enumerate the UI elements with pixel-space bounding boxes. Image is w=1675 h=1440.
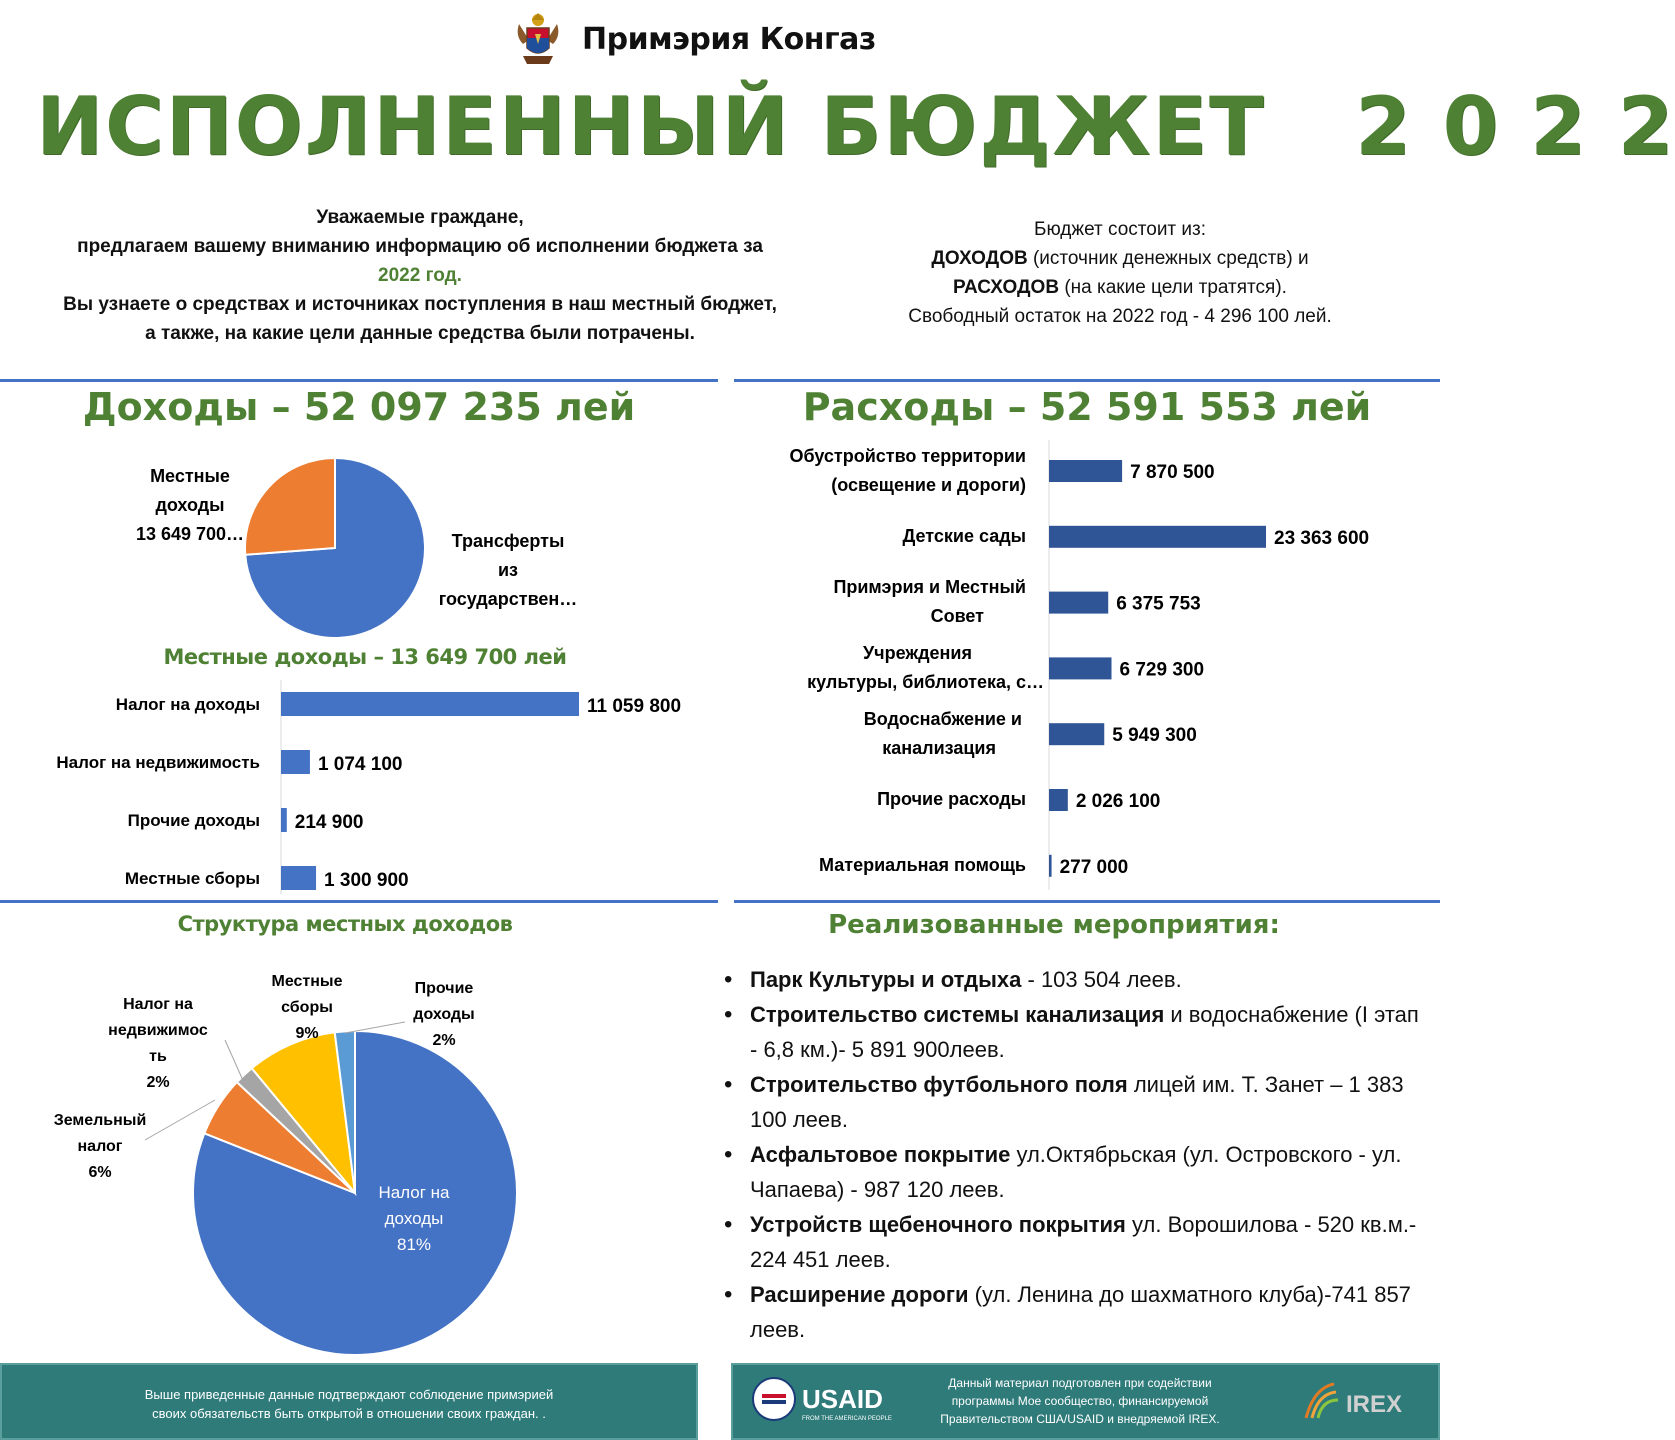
list-item [720,997,1430,1067]
pie-label: 6% [88,1164,112,1181]
intro-left [20,203,820,348]
footer-line: программы Мое сообщество, финансируемой [951,1394,1209,1408]
pie-label: Трансферты [451,531,565,551]
intro-rest: (источник денежных средств) и [1027,248,1309,269]
pie-label: 2% [146,1074,170,1091]
pie-label: 81% [396,1235,432,1254]
structure-pie-chart [0,955,720,1360]
local-income-title: Местные доходы – 13 649 700 лей [163,645,567,669]
bar-value-label: 5 949 300 [1112,725,1197,747]
footer-sponsor-note [905,1374,1255,1428]
divider [734,379,1440,382]
bar-category-label: Местные сборы [124,869,260,888]
footer-statement [0,1385,698,1423]
pie-label: Прочие [414,980,474,997]
bar-category-label: Учреждения [862,643,972,663]
bar-category-label: культуры, библиотека, с… [807,672,1044,692]
income-title: Доходы – 52 097 235 лей [82,385,636,429]
list-item [720,1067,1430,1137]
local-income-bar-chart [0,680,720,895]
usaid-logo [750,1372,900,1430]
intro-rest: (на какие цели тратятся). [1059,277,1287,298]
intro-right [840,215,1400,331]
bar [281,808,287,832]
footer-line: Выше приведенные данные подтверждают соблюдение примэрией [144,1387,554,1402]
intro-line: Бюджет состоит из: [1033,219,1207,240]
pie-label: ть [149,1048,167,1065]
event-name: Строительство футбольного поля [750,1072,1128,1097]
pie-label: из [497,560,519,580]
pie-label: Налог на [123,996,193,1013]
bar-category-label: Налог на недвижимость [56,753,260,772]
event-name: Парк Культуры и отдыха [750,967,1022,992]
footer-line: Правительством США/USAID и внедряемой IREX. [940,1412,1220,1426]
usaid-wordmark: USAID [802,1384,883,1414]
bar-category-label: Детские сады [902,526,1026,546]
divider [0,900,718,903]
pie-label: доходы [413,1006,475,1023]
pie-label: налог [77,1138,123,1155]
list-item [720,1137,1430,1207]
event-detail: ул. Ворошилова - 520 кв.м.- 224 451 леев. [750,1212,1417,1272]
pie-label: государствен… [438,589,578,609]
bar [1049,723,1104,745]
list-item [720,1277,1430,1347]
event-detail: - 103 504 леев. [1021,967,1182,992]
bar-value-label: 1 074 100 [317,754,403,775]
page-title: ИСПОЛНЕННЫЙ БЮДЖЕТ 2 0 2 2 [36,80,1675,173]
bar-value-label: 6 729 300 [1119,659,1205,681]
structure-title: Структура местных доходов [177,912,513,936]
expense-title: Расходы – 52 591 553 лей [802,385,1372,429]
list-item [720,1207,1430,1277]
intro-line: Свободный остаток на 2022 год - 4 296 100 лей. [908,306,1332,327]
bar-category-label: канализация [882,738,996,758]
bar [1049,855,1052,877]
bar-category-label: (освещение и дороги) [831,475,1026,495]
intro-line: предлагаем вашему вниманию информацию об исполнении бюджета за [77,236,763,257]
bar-value-label: 277 000 [1059,856,1129,878]
pie-label: 9% [295,1025,319,1042]
event-detail: ул.Октябрьская (ул. Островского - ул. Чапаева) - 987 120 леев. [750,1142,1402,1202]
list-item [720,962,1430,997]
pie-label: 13 649 700… [135,524,245,544]
bar-value-label: 2 026 100 [1075,791,1161,812]
bar-category-label: Прочие доходы [127,811,260,830]
intro-line [840,273,1400,302]
leader-line [225,1040,245,1085]
bar-category-label: Примэрия и Местный [833,577,1026,597]
bar-category-label: Материальная помощь [819,855,1026,875]
bar-value-label: 6 375 753 [1116,593,1201,615]
bar-category-label: Обустройство территории [789,446,1026,466]
bar [281,866,316,890]
irex-wordmark: IREX [1346,1391,1403,1418]
intro-bold: РАСХОДОВ [953,277,1060,298]
bar [281,692,579,716]
bar [1049,592,1108,614]
bar-category-label: Совет [930,606,984,626]
bar [1049,789,1068,811]
bar [1049,657,1112,679]
footer-line: Данный материал подготовлен при содействии [948,1376,1212,1390]
pie-label: доходы [384,1209,444,1228]
events-title: Реализованные мероприятия: [828,910,1280,940]
intro-year: 2022 год. [378,265,462,286]
bar-value-label: 23 363 600 [1274,527,1370,549]
expense-bar-chart [734,440,1440,895]
bar-category-label: Налог на доходы [115,695,260,714]
bar-value-label: 214 900 [294,812,364,833]
event-detail: и водоснабжение (I этап - 6,8 км.)- 5 891 900леев. [750,1002,1419,1062]
pie-label: 2% [432,1032,456,1049]
bar-value-label: 7 870 500 [1130,462,1215,483]
pie-label: Налог на [378,1183,450,1202]
bar [1049,526,1266,548]
income-pie-chart [0,440,720,650]
event-name: Асфальтовое покрытие [750,1142,1011,1167]
bar-category-label: Водоснабжение и [863,709,1022,729]
pie-slice [245,458,335,555]
pie-label: недвижимос [108,1022,208,1039]
divider [0,379,718,382]
usaid-tagline: FROM THE AMERICAN PEOPLE [802,1416,892,1422]
bar [281,750,310,774]
intro-line: Вы узнаете о средствах и источниках поступления в наш местный бюджет, [63,294,777,315]
intro-bold: ДОХОДОВ [931,248,1028,269]
events-list [720,962,1430,1347]
bar [1049,460,1122,482]
moldova-coat-of-arms [515,10,561,68]
event-detail: (ул. Ленина до шахматного клуба)-741 857 леев. [750,1282,1411,1342]
pie-label: сборы [281,999,333,1016]
pie-label: Местные [150,466,230,486]
event-name: Расширение дороги [750,1282,969,1307]
intro-line [840,244,1400,273]
municipality-name: Примэрия Конгаз [582,22,876,57]
divider [734,900,1440,903]
bar-value-label: 11 059 800 [587,696,682,717]
footer-line: своих обязательств быть открытой в отношении своих граждан. . [152,1406,546,1421]
irex-logo [1300,1378,1410,1428]
event-name: Строительство системы канализация [750,1002,1165,1027]
event-name: Устройств щебеночного покрытия [750,1212,1126,1237]
pie-label: Земельный [53,1112,147,1129]
intro-line: Уважаемые граждане, [316,207,524,228]
event-detail: лицей им. Т. Занет – 1 383 100 леев. [750,1072,1404,1132]
pie-label: Местные [271,973,343,990]
pie-label: доходы [155,495,225,515]
bar-value-label: 1 300 900 [324,870,409,891]
intro-line: а также, на какие цели данные средства были потрачены. [145,323,695,344]
bar-category-label: Прочие расходы [877,789,1026,809]
